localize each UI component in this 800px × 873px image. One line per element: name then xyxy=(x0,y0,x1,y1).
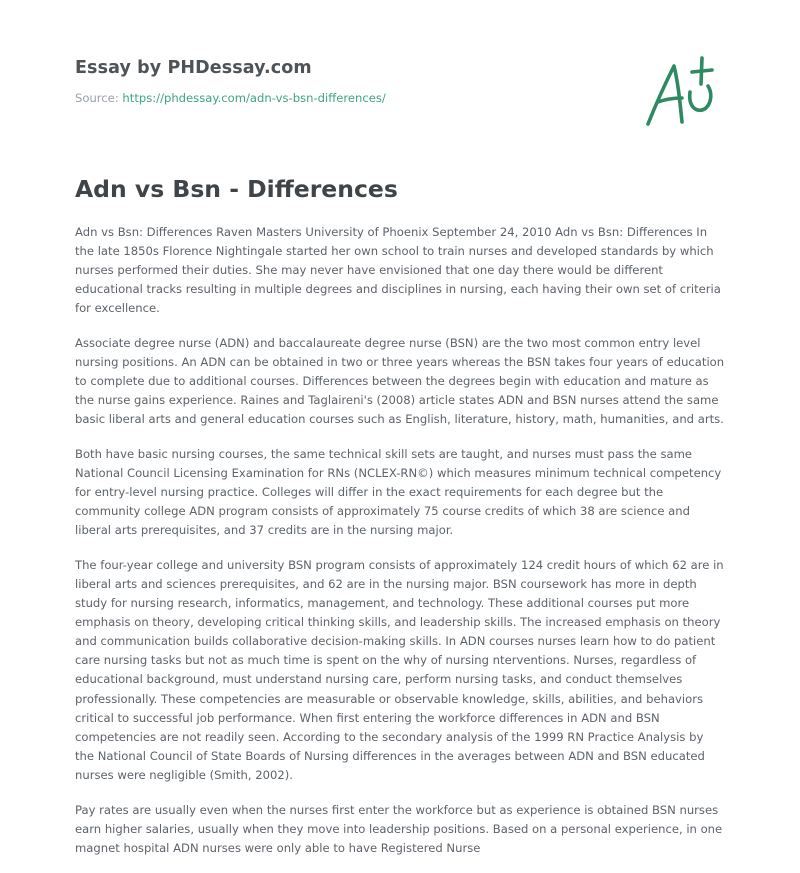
paragraph: Associate degree nurse (ADN) and baccalaureate degree nurse (BSN) are the two most common entry level nursing positions. An ADN can be obtained in two or three years whereas the BSN takes four years of education to complete due to additional courses. Differences between the degrees begin with education and mature as the nurse gains experience. Raines and Taglaireni's (2008) article states ADN and BSN nurses attend the same basic liberal arts and general education courses such as English, literature, history, math, humanities, and arts. xyxy=(75,335,725,427)
source-link[interactable]: https://phdessay.com/adn-vs-bsn-differences/ xyxy=(122,91,386,105)
brand-title: Essay by PHDessay.com xyxy=(75,58,312,78)
essay-body xyxy=(75,223,725,873)
page-title: Adn vs Bsn - Differences xyxy=(75,175,398,203)
paragraph: Both have basic nursing courses, the same technical skill sets are taught, and nurses must pass the same National Council Licensing Examination for RNs (NCLEX-RN©) which measures minimum technical competency for entry-level nursing practice. Colleges will differ in the exact requirements for each degree but the community college ADN program consists of approximately 75 course credits of which 38 are science and liberal arts prerequisites, and 37 credits are in the nursing major. xyxy=(75,446,722,538)
document-header xyxy=(75,58,386,105)
paragraph: Adn vs Bsn: Differences Raven Masters University of Phoenix September 24, 2010 Adn vs Bsn: Differences In the late 1850s Florence Nightingale started her own school to train nurses and developed standards by which nurses performed their duties. She may never have envisioned that one day there would be different educational tracks resulting in multiple degrees and disciplines in nursing, each having their own set of criteria for excellence. xyxy=(75,225,721,316)
source-label: Source: xyxy=(75,91,123,105)
source-line xyxy=(75,91,386,105)
paragraph: Pay rates are usually even when the nurses first enter the workforce but as experience is obtained BSN nurses earn higher salaries, usually when they move into leadership positions. Based on a personal experience, in one magnet hospital ADN nurses were only able to have Registered Nurse xyxy=(75,802,723,855)
paragraph: The four-year college and university BSN program consists of approximately 124 credit hours of which 62 are in liberal arts and sciences prerequisites, and 62 are in the nursing major. BSN coursework has more in depth study for nursing research, informatics, management, and technology. These additional courses put more emphasis on theory, developing critical thinking skills, and leadership skills. The increased emphasis on theory and communication builds collaborative decision-making skills. In ADN courses nurses learn how to do patient care nursing tasks but not as much time is spent on the why of nursing nterventions. Nurses, regardless of educational background, must understand nursing care, perform nursing tasks, and conduct themselves professionally. These competencies are measurable or observable knowledge, skills, abilities, and behaviors critical to successful job performance. When first entering the workforce differences in ADN and BSN competencies are not readily seen. According to the secondary analysis of the 1999 RN Practice Analysis by the National Council of State Boards of Nursing differences in the averages between ADN and BSN educated nurses were negligible (Smith, 2002). xyxy=(75,557,724,782)
a-plus-logo-icon xyxy=(640,52,726,132)
